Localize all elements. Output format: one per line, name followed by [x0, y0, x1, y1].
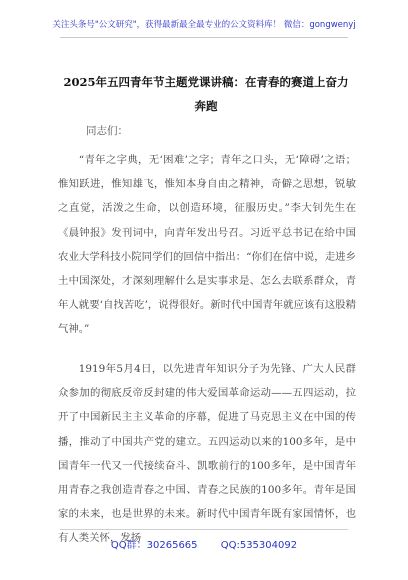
- footer-qq: QQ:535304092: [220, 540, 298, 551]
- header-banner: 关注头条号"公文研究"，获得最新最全最专业的公文资料库！ 微信：gongwenyj: [52, 20, 356, 30]
- document-title: 2025年五四青年节主题党课讲稿：在青春的赛道上奋力奔跑: [63, 75, 349, 113]
- footer-divider: [60, 529, 348, 530]
- body-paragraph-2: 1919年5月4日，以先进青年知识分子为先锋、广大人民群众参加的彻底反帝反封建的伟大爱国革命运动——五四运动，拉开了中国新民主主义革命的序幕，促进了马克思主义在中国的传播，推动了中国共产党的建立。五四运动以来的100多年，是中国青年一代又一代接续奋斗、凯歌前行的100多年，是中国青年用青春之我创造青春之中国、青春之民族的100多年。青年是国家的未来，也是世界的未来。新时代中国青年既有家国情怀，也有人类关怀，发扬: [58, 363, 356, 545]
- footer-qq-group: QQ群：30265665: [110, 540, 198, 551]
- body-paragraph-1: “青年之字典，无‘困难’之字；青年之口头，无‘障碍’之语；惟知跃进，惟知雄飞，惟知本身自由之精神，奇僻之思想，锐敏之直觉，活泼之生命，以创造环境，征服历史。”李大钊先生在《晨钟报》发刊词中，向青年发出号召。习近平总书记在给中国农业大学科技小院同学们的回信中指出：“你们在信中说，走进乡土中国深处，才深刻理解什么是实事求是、怎么去联系群众，青年人就要‘自找苦吃’，说得很好。新时代中国青年就应该有这股精气神。”: [58, 154, 356, 336]
- header-divider: [60, 37, 348, 38]
- salutation: 同志们：: [86, 125, 128, 137]
- footer: [0, 536, 408, 551]
